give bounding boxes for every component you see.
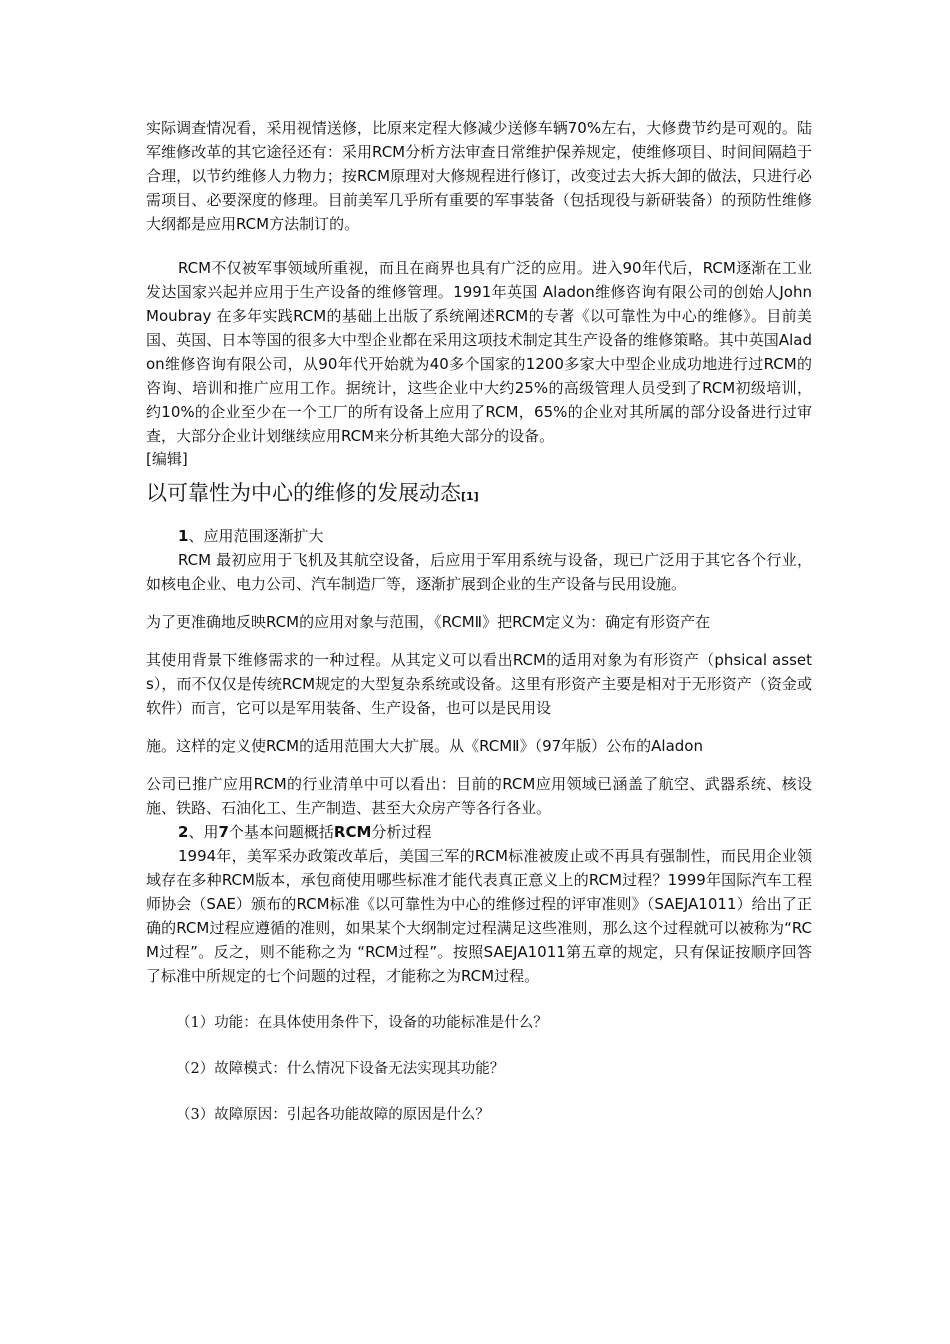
question-1: （1）功能：在具体使用条件下，设备的功能标准是什么？: [176, 1015, 548, 1031]
item-1-heading: [146, 524, 812, 548]
section-heading: [146, 478, 812, 512]
item-2-post: 分析过程: [371, 823, 432, 841]
item-2-paragraph: 1994年，美军采办政策改革后，美国三军的RCM标准被废止或不再具有强制性，而民用企业领域存在多种RCM版本，承包商使用哪些标准才能代表真正意义上的RCM过程？1999年国际汽车工程师协会（SAE）颁布的RCM标准《以可靠性为中心的维修过程的评审准则》（SAEJA1011）给出了正确的RCM过程应遵循的准则，如果某个大纲制定过程满足这些准则，那么这个过程就可以被称为“RCM过程”。反之，则不能称之为 “RCM过程”。按照SAEJA1011第五章的规定，只有保证按顺序回答了标准中所规定的七个问题的过程，才能称之为RCM过程。: [146, 847, 812, 985]
edit-link[interactable]: [编辑]: [146, 450, 188, 468]
item-1-paragraph-a: RCM 最初应用于飞机及其航空设备，后应用于军用系统与设备，现已广泛用于其它各个行业，如核电企业、电力公司、汽车制造厂等，逐渐扩展到企业的生产设备与民用设施。: [146, 551, 812, 593]
document-body: [146, 116, 812, 1126]
item-1-paragraph-b: 为了更准确地反映RCM的应用对象与范围，《RCMⅡ》把RCM定义为：确定有形资产在: [146, 613, 711, 631]
item-1-paragraph-d: 施。这样的定义使RCM的适用范围大大扩展。从《RCMⅡ》（97年版）公布的Aladon: [146, 737, 703, 755]
item-1-paragraph-e: 公司已推广应用RCM的行业清单中可以看出：目前的RCM应用领域已涵盖了航空、武器系统、核设施、铁路、石油化工、生产制造、甚至大众房产等各行各业。: [146, 775, 812, 817]
item-1-number: 1: [178, 527, 189, 545]
item-1-paragraph-c: 其使用背景下维修需求的一种过程。从其定义可以看出RCM的适用对象为有形资产（phsical assets），而不仅仅是传统RCM规定的大型复杂系统或设备。这里有形资产主要是相对于无形资产（资金或软件）而言，它可以是军用装备、生产设备，也可以是民用设: [146, 651, 812, 717]
item-2-heading: [146, 820, 812, 844]
section-heading-title: 以可靠性为中心的维修的发展动态: [146, 481, 461, 505]
question-2: （2）故障模式：什么情况下设备无法实现其功能？: [176, 1061, 505, 1077]
item-1-title: 、应用范围逐渐扩大: [188, 527, 324, 545]
paragraph-1: 实际调查情况看，采用视情送修，比原来定程大修减少送修车辆70%左右，大修费节约是可观的。陆军维修改革的其它途径还有：采用RCM分析方法审查日常维护保养规定，使维修项目、时间间隔趋于合理，以节约维修人力物力；按RCM原理对大修规程进行修订，改变过去大拆大卸的做法，只进行必需项目、必要深度的修理。目前美军几乎所有重要的军事装备（包括现役与新研装备）的预防性维修大纲都是应用RCM方法制订的。: [146, 119, 812, 233]
item-2-pre: 、用: [188, 823, 219, 841]
item-2-rcm: RCM: [333, 823, 372, 841]
item-2-number: 2: [178, 823, 189, 841]
paragraph-2: RCM不仅被军事领域所重视，而且在商界也具有广泛的应用。进入90年代后，RCM逐渐在工业发达国家兴起并应用于生产设备的维修管理。1991年英国 Aladon维修咨询有限公司的创始人John Moubray 在多年实践RCM的基础上出版了系统阐述RCM的专著《以可靠性为中心的维修》。目前美国、英国、日本等国的很多大中型企业都在采用这项技术制定其生产设备的维修策略。其中英国Aladon维修咨询有限公司，从90年代开始就为40多个国家的1200多家大中型企业成功地进行过RCM的咨询、培训和推广应用工作。据统计，这些企业中大约25%的高级管理人员受到了RCM初级培训，约10%的企业至少在一个工厂的所有设备上应用了RCM，65%的企业对其所属的部分设备进行过审查，大部分企业计划继续应用RCM来分析其绝大部分的设备。: [146, 259, 812, 445]
question-3: （3）故障原因：引起各功能故障的原因是什么？: [176, 1107, 490, 1123]
item-2-seven: 7: [218, 823, 229, 841]
reference-link[interactable]: [1]: [461, 490, 479, 503]
item-2-mid: 个基本问题概括: [228, 823, 334, 841]
